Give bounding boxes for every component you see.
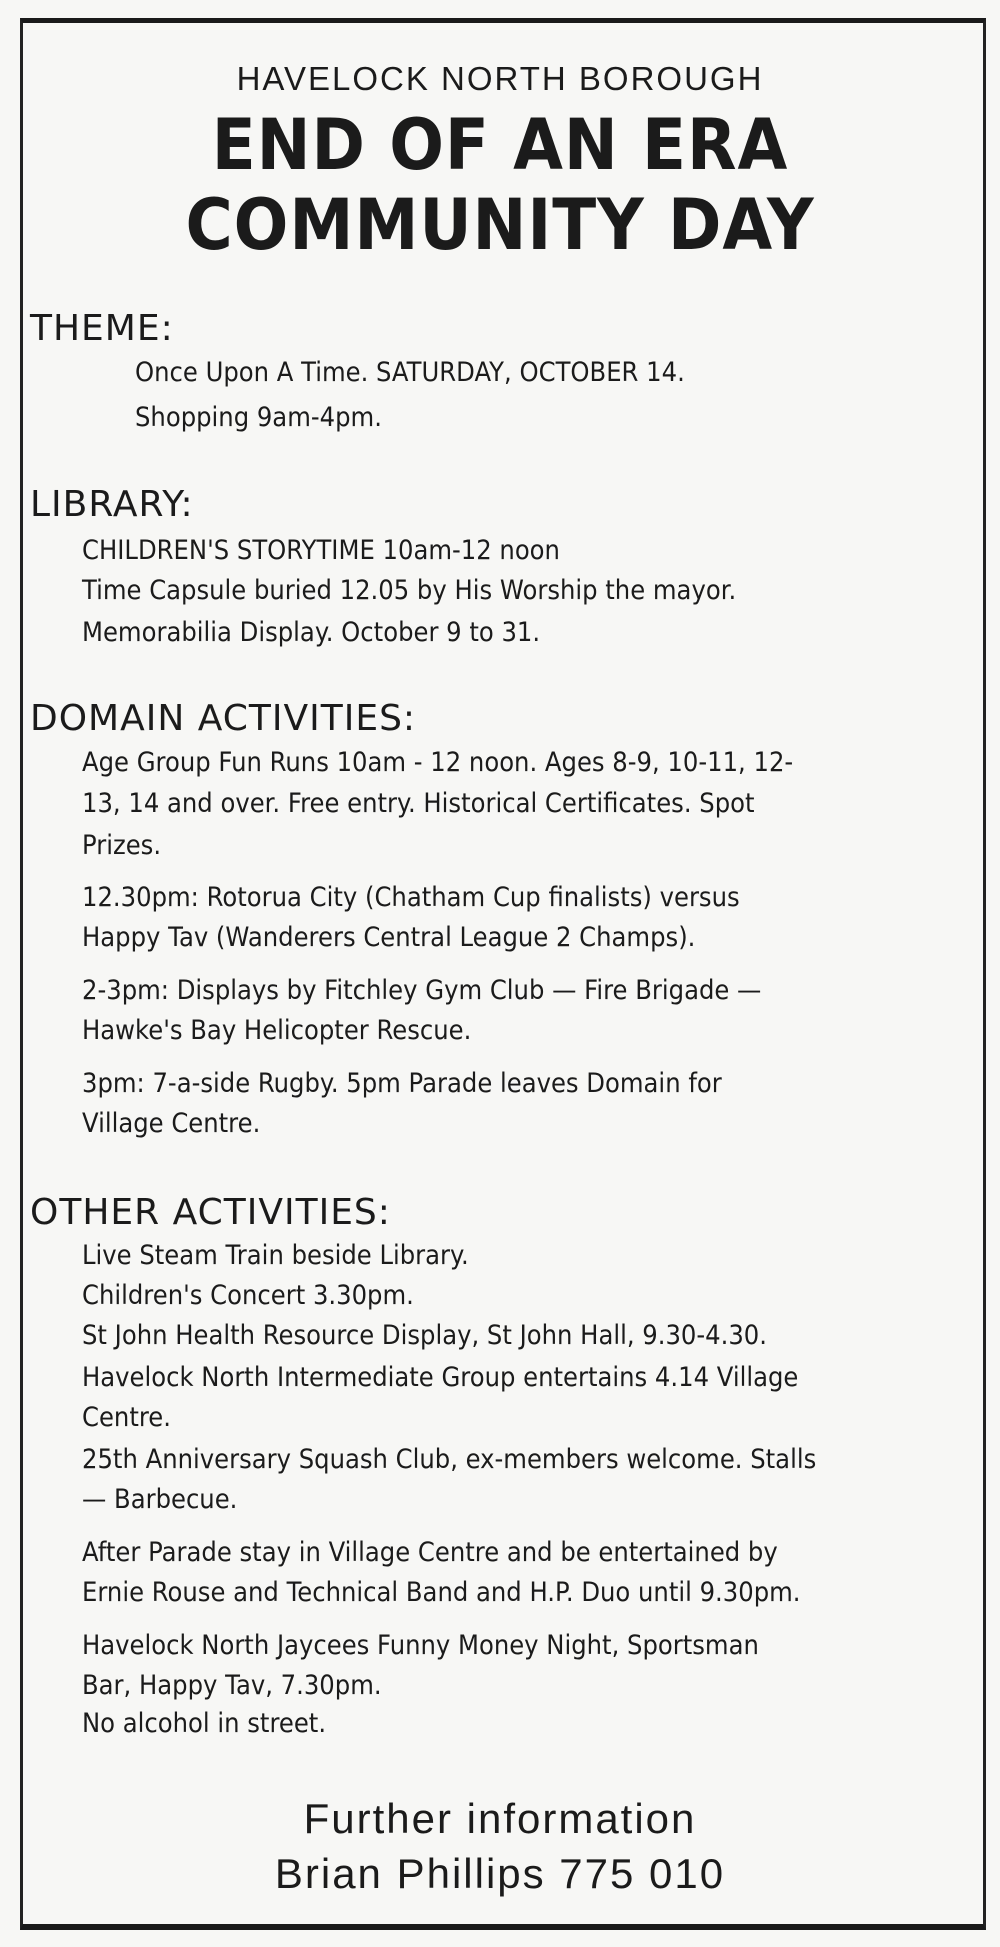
theme-line: Once Upon A Time. SATURDAY, OCTOBER 14.: [135, 357, 685, 388]
other-line: Bar, Happy Tav, 7.30pm.: [82, 1670, 382, 1701]
section-title-theme: THEME:: [30, 308, 174, 349]
other-line: Havelock North Jaycees Funny Money Night, Sportsman: [82, 1630, 759, 1661]
contact-name-phone: Brian Phillips 775 010: [274, 1850, 726, 1897]
section-title-domain-activities: DOMAIN ACTIVITIES:: [30, 698, 417, 739]
domain-line: Hawke's Bay Helicopter Rescue.: [82, 1015, 472, 1046]
domain-line: Village Centre.: [82, 1108, 261, 1139]
domain-line: Age Group Fun Runs 10am - 12 noon. Ages 8-9, 10-11, 12-: [82, 747, 794, 778]
domain-line: Prizes.: [82, 830, 162, 861]
other-line: — Barbecue.: [82, 1484, 238, 1515]
section-title-library: LIBRARY:: [30, 484, 194, 525]
other-line: Ernie Rouse and Technical Band and H.P. Duo until 9.30pm.: [82, 1577, 801, 1608]
domain-line: 2-3pm: Displays by Fitchley Gym Club — Fire Brigade —: [82, 975, 762, 1006]
borough-kicker: HAVELOCK NORTH BOROUGH: [236, 60, 764, 97]
domain-line: Happy Tav (Wanderers Central League 2 Champs).: [82, 922, 696, 953]
domain-line: 12.30pm: Rotorua City (Chatham Cup finalists) versus: [82, 882, 740, 913]
other-line: Children's Concert 3.30pm.: [82, 1280, 414, 1311]
library-line: CHILDREN'S STORYTIME 10am-12 noon: [82, 535, 560, 566]
library-line: Time Capsule buried 12.05 by His Worship the mayor.: [82, 575, 737, 606]
other-line: 25th Anniversary Squash Club, ex-members welcome. Stalls: [82, 1444, 817, 1475]
domain-line: 13, 14 and over. Free entry. Historical Certificates. Spot: [82, 788, 755, 819]
theme-line: Shopping 9am-4pm.: [135, 402, 382, 433]
other-line: No alcohol in street.: [82, 1708, 327, 1739]
further-information-label: Further information: [303, 1795, 697, 1842]
other-line: Live Steam Train beside Library.: [82, 1240, 469, 1271]
other-line: St John Health Resource Display, St John Hall, 9.30-4.30.: [82, 1320, 767, 1351]
other-line: Centre.: [82, 1402, 171, 1433]
library-line: Memorabilia Display. October 9 to 31.: [82, 617, 541, 648]
section-title-other-activities: OTHER ACTIVITIES:: [30, 1192, 391, 1233]
domain-line: 3pm: 7-a-side Rugby. 5pm Parade leaves Domain for: [82, 1068, 722, 1099]
headline-line-1: END OF AN ERA: [211, 104, 789, 186]
headline-line-2: COMMUNITY DAY: [185, 184, 815, 266]
other-line: After Parade stay in Village Centre and be entertained by: [82, 1537, 778, 1568]
other-line: Havelock North Intermediate Group entertains 4.14 Village: [82, 1362, 799, 1393]
